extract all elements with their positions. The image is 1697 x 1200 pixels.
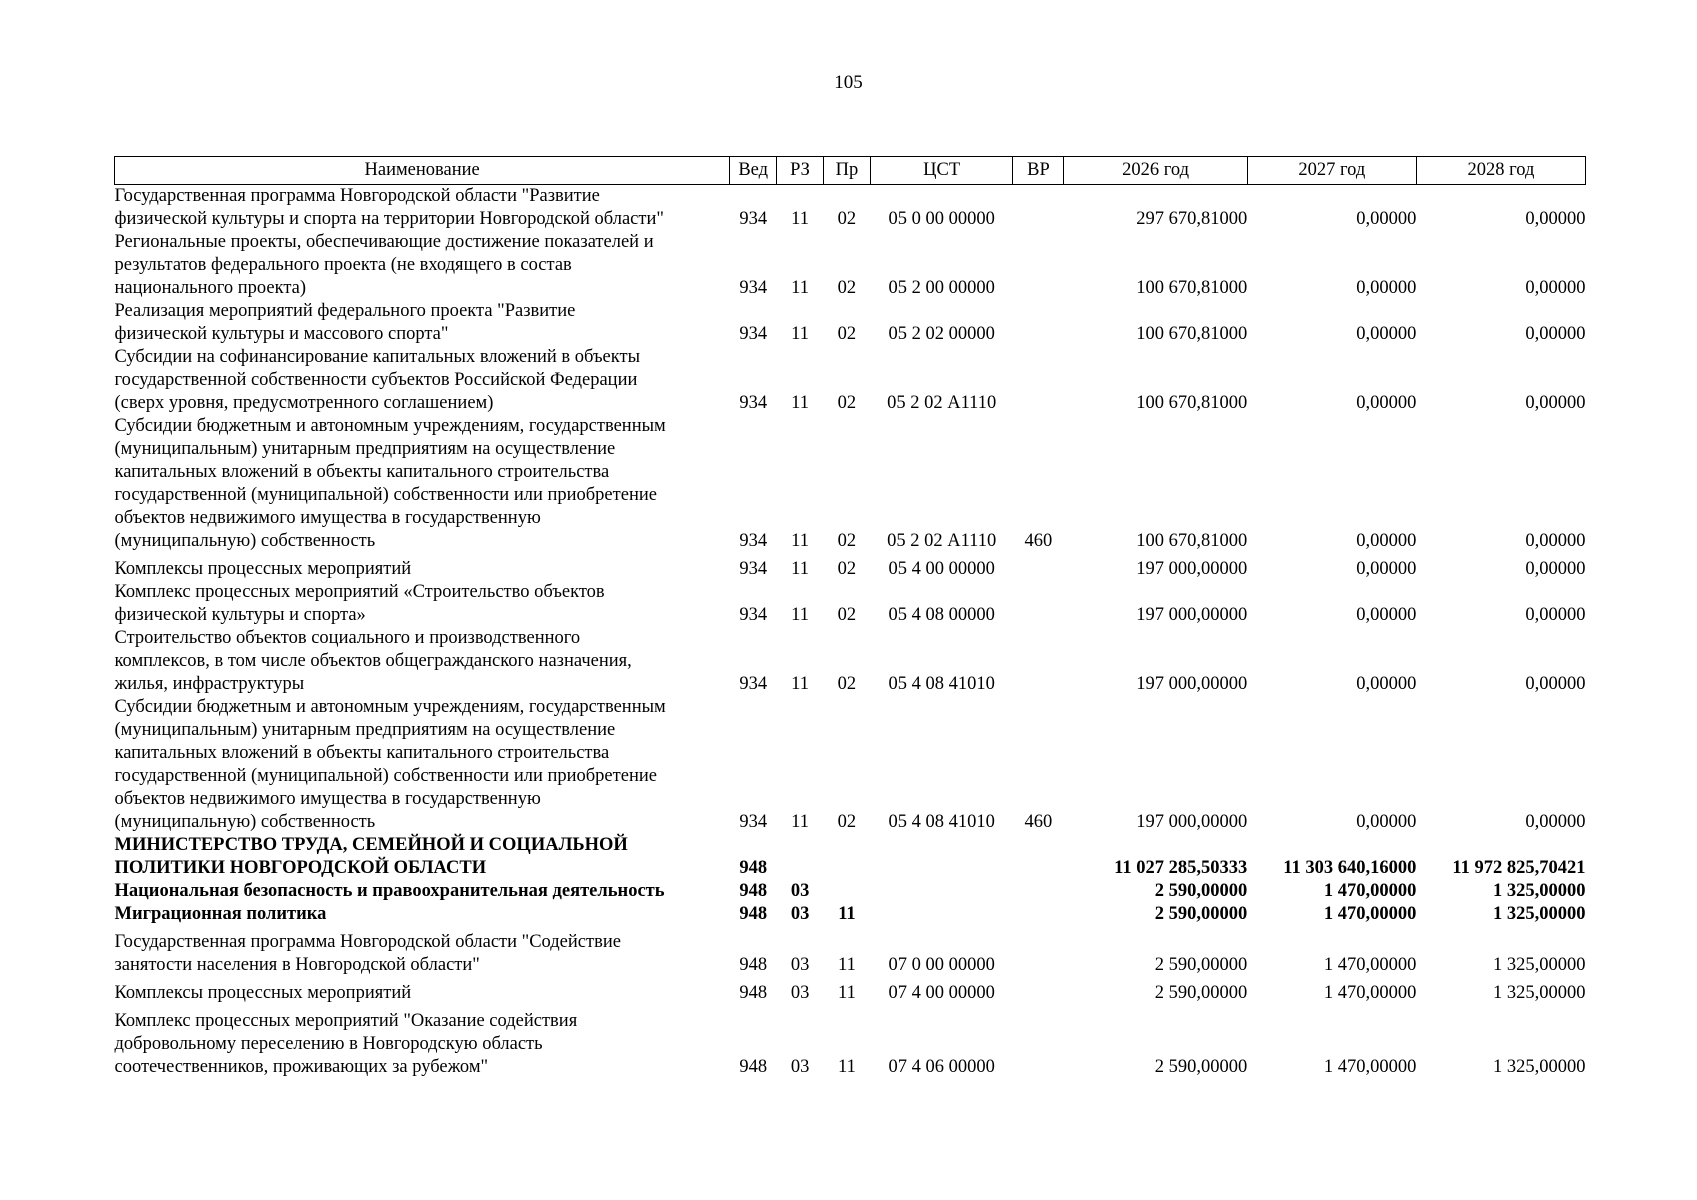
cell-amount-2028: 0,00000 bbox=[1525, 674, 1586, 694]
table-row bbox=[115, 553, 1586, 581]
cell-ved: 948 bbox=[739, 881, 768, 901]
cell-cst: 05 4 08 00000 bbox=[888, 605, 995, 625]
column-header-name: Наименование bbox=[115, 157, 730, 185]
cell-amount-2027: 0,00000 bbox=[1356, 278, 1417, 298]
table-row bbox=[115, 300, 1586, 346]
cell-cst: 07 0 00 00000 bbox=[888, 955, 995, 975]
cell-rz: 11 bbox=[791, 393, 809, 413]
table-body bbox=[115, 185, 1586, 1080]
cell-amount-2027: 11 303 640,16000 bbox=[1283, 858, 1417, 878]
table-row bbox=[115, 346, 1586, 415]
table-row bbox=[115, 1005, 1586, 1079]
cell-vr: 460 bbox=[1024, 812, 1053, 832]
cell-amount-2027: 1 470,00000 bbox=[1323, 983, 1417, 1003]
column-header-cst: ЦСТ bbox=[870, 157, 1013, 185]
cell-amount-2026: 11 027 285,50333 bbox=[1114, 858, 1248, 878]
cell-amount-2028: 1 325,00000 bbox=[1493, 955, 1586, 975]
cell-amount-2026: 2 590,00000 bbox=[1154, 1057, 1248, 1077]
cell-amount-2026: 100 670,81000 bbox=[1136, 324, 1248, 344]
cell-rz: 11 bbox=[791, 278, 809, 298]
cell-rz: 03 bbox=[790, 955, 810, 975]
cell-cst: 05 2 02 00000 bbox=[888, 324, 995, 344]
cell-amount-2027: 0,00000 bbox=[1356, 605, 1417, 625]
cell-cst: 07 4 00 00000 bbox=[888, 983, 995, 1003]
cell-cst: 05 4 08 41010 bbox=[888, 812, 995, 832]
column-header-ved: Вед bbox=[730, 157, 777, 185]
cell-pr: 02 bbox=[837, 209, 857, 229]
cell-amount-2026: 297 670,81000 bbox=[1136, 209, 1248, 229]
cell-ved: 948 bbox=[739, 983, 768, 1003]
cell-rz bbox=[777, 834, 824, 880]
cell-ved: 934 bbox=[739, 674, 768, 694]
table-row bbox=[115, 977, 1586, 1005]
cell-rz: 11 bbox=[791, 812, 809, 832]
cell-amount-2026: 100 670,81000 bbox=[1136, 278, 1248, 298]
table-row bbox=[115, 834, 1586, 880]
cell-amount-2028: 0,00000 bbox=[1525, 605, 1586, 625]
cell-pr: 02 bbox=[837, 812, 857, 832]
cell-cst bbox=[870, 880, 1013, 903]
cell-ved: 934 bbox=[739, 812, 768, 832]
cell-name: Комплексы процессных мероприятий bbox=[114, 983, 412, 1003]
table-row bbox=[115, 581, 1586, 627]
cell-pr: 02 bbox=[837, 393, 857, 413]
column-header-pr: Пр bbox=[824, 157, 871, 185]
table-row bbox=[115, 231, 1586, 300]
table-row bbox=[115, 696, 1586, 834]
cell-amount-2028: 0,00000 bbox=[1525, 393, 1586, 413]
column-header-2027: 2027 год bbox=[1247, 157, 1416, 185]
cell-amount-2027: 0,00000 bbox=[1356, 393, 1417, 413]
column-header-2026: 2026 год bbox=[1064, 157, 1247, 185]
cell-amount-2027: 0,00000 bbox=[1356, 559, 1417, 579]
cell-cst: 05 2 00 00000 bbox=[888, 278, 995, 298]
cell-pr: 11 bbox=[838, 904, 856, 924]
cell-amount-2027: 0,00000 bbox=[1356, 324, 1417, 344]
cell-amount-2027: 1 470,00000 bbox=[1323, 881, 1417, 901]
cell-amount-2026: 100 670,81000 bbox=[1136, 531, 1248, 551]
cell-name: Национальная безопасность и правоохранительная деятельность bbox=[114, 881, 665, 901]
table-row bbox=[115, 415, 1586, 553]
cell-rz: 03 bbox=[790, 881, 810, 901]
cell-vr: 460 bbox=[1024, 531, 1053, 551]
cell-vr bbox=[1013, 553, 1064, 581]
cell-amount-2028: 0,00000 bbox=[1525, 531, 1586, 551]
cell-cst: 05 4 08 41010 bbox=[888, 674, 995, 694]
column-header-vr: ВР bbox=[1013, 157, 1064, 185]
table-header-row bbox=[115, 157, 1586, 185]
cell-cst bbox=[870, 834, 1013, 880]
cell-amount-2028: 1 325,00000 bbox=[1493, 983, 1586, 1003]
cell-ved: 948 bbox=[739, 1057, 768, 1077]
cell-rz: 03 bbox=[790, 904, 810, 924]
cell-pr: 02 bbox=[837, 278, 857, 298]
cell-amount-2027: 1 470,00000 bbox=[1323, 955, 1417, 975]
cell-amount-2028: 1 325,00000 bbox=[1493, 1057, 1586, 1077]
cell-amount-2026: 2 590,00000 bbox=[1154, 955, 1248, 975]
cell-amount-2027: 0,00000 bbox=[1356, 531, 1417, 551]
cell-amount-2028: 11 972 825,70421 bbox=[1452, 858, 1586, 878]
cell-rz: 03 bbox=[790, 983, 810, 1003]
cell-vr bbox=[1013, 581, 1064, 627]
cell-amount-2026: 100 670,81000 bbox=[1136, 393, 1248, 413]
cell-ved: 948 bbox=[739, 955, 768, 975]
cell-amount-2028: 0,00000 bbox=[1525, 324, 1586, 344]
cell-name: Комплексы процессных мероприятий bbox=[114, 559, 412, 579]
cell-pr: 11 bbox=[838, 983, 856, 1003]
cell-name: Региональные проекты, обеспечивающие достижение показателей и результатов федерального проекта (не входящего в состав национального проекта) bbox=[114, 232, 654, 298]
cell-rz: 11 bbox=[791, 531, 809, 551]
cell-ved: 934 bbox=[739, 559, 768, 579]
cell-rz: 11 bbox=[791, 605, 809, 625]
cell-amount-2026: 197 000,00000 bbox=[1136, 559, 1248, 579]
cell-ved: 934 bbox=[739, 209, 768, 229]
cell-name: Субсидии бюджетным и автономным учреждениям, государственным (муниципальным) унитарным предприятиям на осуществление капитальных вложений в объекты капитального строительства государственной (муниципальной) собственности или приобретение объектов недвижимого имущества в государственную (муниципальную) собственность bbox=[114, 416, 666, 551]
cell-name: Строительство объектов социального и производственного комплексов, в том числе объектов общегражданского назначения, жилья, инфраструктуры bbox=[114, 628, 632, 694]
table-row bbox=[115, 926, 1586, 977]
budget-table bbox=[114, 156, 1586, 1079]
cell-vr bbox=[1013, 977, 1064, 1005]
cell-name: Миграционная политика bbox=[114, 904, 327, 924]
cell-amount-2026: 197 000,00000 bbox=[1136, 605, 1248, 625]
cell-ved: 934 bbox=[739, 393, 768, 413]
cell-vr bbox=[1013, 627, 1064, 696]
cell-vr bbox=[1013, 185, 1064, 232]
cell-rz: 11 bbox=[791, 209, 809, 229]
cell-amount-2026: 197 000,00000 bbox=[1136, 812, 1248, 832]
cell-amount-2028: 1 325,00000 bbox=[1493, 904, 1586, 924]
cell-rz: 11 bbox=[791, 324, 809, 344]
table-row bbox=[115, 627, 1586, 696]
cell-amount-2027: 0,00000 bbox=[1356, 674, 1417, 694]
cell-amount-2028: 0,00000 bbox=[1525, 559, 1586, 579]
cell-name: Субсидии бюджетным и автономным учреждениям, государственным (муниципальным) унитарным предприятиям на осуществление капитальных вложений в объекты капитального строительства государственной (муниципальной) собственности или приобретение объектов недвижимого имущества в государственную (муниципальную) собственность bbox=[114, 697, 666, 832]
cell-cst bbox=[870, 903, 1013, 926]
cell-amount-2028: 0,00000 bbox=[1525, 209, 1586, 229]
cell-amount-2026: 197 000,00000 bbox=[1136, 674, 1248, 694]
cell-ved: 948 bbox=[739, 858, 768, 878]
cell-amount-2028: 0,00000 bbox=[1525, 812, 1586, 832]
cell-name: МИНИСТЕРСТВО ТРУДА, СЕМЕЙНОЙ И СОЦИАЛЬНОЙ ПОЛИТИКИ НОВГОРОДСКОЙ ОБЛАСТИ bbox=[114, 835, 628, 878]
cell-cst: 05 4 00 00000 bbox=[888, 559, 995, 579]
cell-amount-2026: 2 590,00000 bbox=[1154, 983, 1248, 1003]
cell-amount-2026: 2 590,00000 bbox=[1154, 881, 1248, 901]
cell-vr bbox=[1013, 231, 1064, 300]
cell-ved: 948 bbox=[739, 904, 768, 924]
cell-pr: 11 bbox=[838, 955, 856, 975]
column-header-2028: 2028 год bbox=[1416, 157, 1585, 185]
cell-cst: 05 2 02 А1110 bbox=[887, 393, 997, 413]
cell-amount-2027: 1 470,00000 bbox=[1323, 904, 1417, 924]
cell-vr bbox=[1013, 300, 1064, 346]
cell-amount-2027: 0,00000 bbox=[1356, 812, 1417, 832]
cell-name: Реализация мероприятий федерального проекта "Развитие физической культуры и массового спорта" bbox=[114, 301, 576, 344]
cell-ved: 934 bbox=[739, 531, 768, 551]
cell-pr: 02 bbox=[837, 559, 857, 579]
cell-amount-2028: 1 325,00000 bbox=[1493, 881, 1586, 901]
cell-ved: 934 bbox=[739, 605, 768, 625]
cell-vr bbox=[1013, 926, 1064, 977]
cell-vr bbox=[1013, 1005, 1064, 1079]
cell-cst: 05 0 00 00000 bbox=[888, 209, 995, 229]
table-row bbox=[115, 903, 1586, 926]
table-row bbox=[115, 185, 1586, 232]
cell-vr bbox=[1013, 346, 1064, 415]
cell-vr bbox=[1013, 880, 1064, 903]
cell-cst: 07 4 06 00000 bbox=[888, 1057, 995, 1077]
cell-pr bbox=[824, 834, 871, 880]
cell-pr: 02 bbox=[837, 674, 857, 694]
page-number: 105 bbox=[834, 72, 863, 93]
column-header-rz: РЗ bbox=[777, 157, 824, 185]
cell-vr bbox=[1013, 834, 1064, 880]
cell-name: Субсидии на софинансирование капитальных вложений в объекты государственной собственности субъектов Российской Федерации (сверх уровня, предусмотренного соглашением) bbox=[114, 347, 641, 413]
cell-vr bbox=[1013, 903, 1064, 926]
cell-cst: 05 2 02 А1110 bbox=[887, 531, 997, 551]
cell-pr: 02 bbox=[837, 324, 857, 344]
cell-amount-2028: 0,00000 bbox=[1525, 278, 1586, 298]
cell-pr: 02 bbox=[837, 531, 857, 551]
cell-name: Комплекс процессных мероприятий «Строительство объектов физической культуры и спорта» bbox=[114, 582, 605, 625]
cell-name: Комплекс процессных мероприятий "Оказание содействия добровольному переселению в Новгородскую область соотечественников, проживающих за рубежом" bbox=[114, 1011, 578, 1077]
cell-pr bbox=[824, 880, 871, 903]
cell-pr: 11 bbox=[838, 1057, 856, 1077]
cell-rz: 03 bbox=[790, 1057, 810, 1077]
cell-name: Государственная программа Новгородской области "Развитие физической культуры и спорта на территории Новгородской области" bbox=[114, 186, 664, 229]
cell-rz: 11 bbox=[791, 674, 809, 694]
cell-rz: 11 bbox=[791, 559, 809, 579]
cell-name: Государственная программа Новгородской области "Содействие занятости населения в Новгородской области" bbox=[114, 932, 621, 975]
cell-pr: 02 bbox=[837, 605, 857, 625]
cell-amount-2026: 2 590,00000 bbox=[1154, 904, 1248, 924]
cell-ved: 934 bbox=[739, 324, 768, 344]
cell-amount-2027: 1 470,00000 bbox=[1323, 1057, 1417, 1077]
table-row bbox=[115, 880, 1586, 903]
cell-amount-2027: 0,00000 bbox=[1356, 209, 1417, 229]
cell-ved: 934 bbox=[739, 278, 768, 298]
